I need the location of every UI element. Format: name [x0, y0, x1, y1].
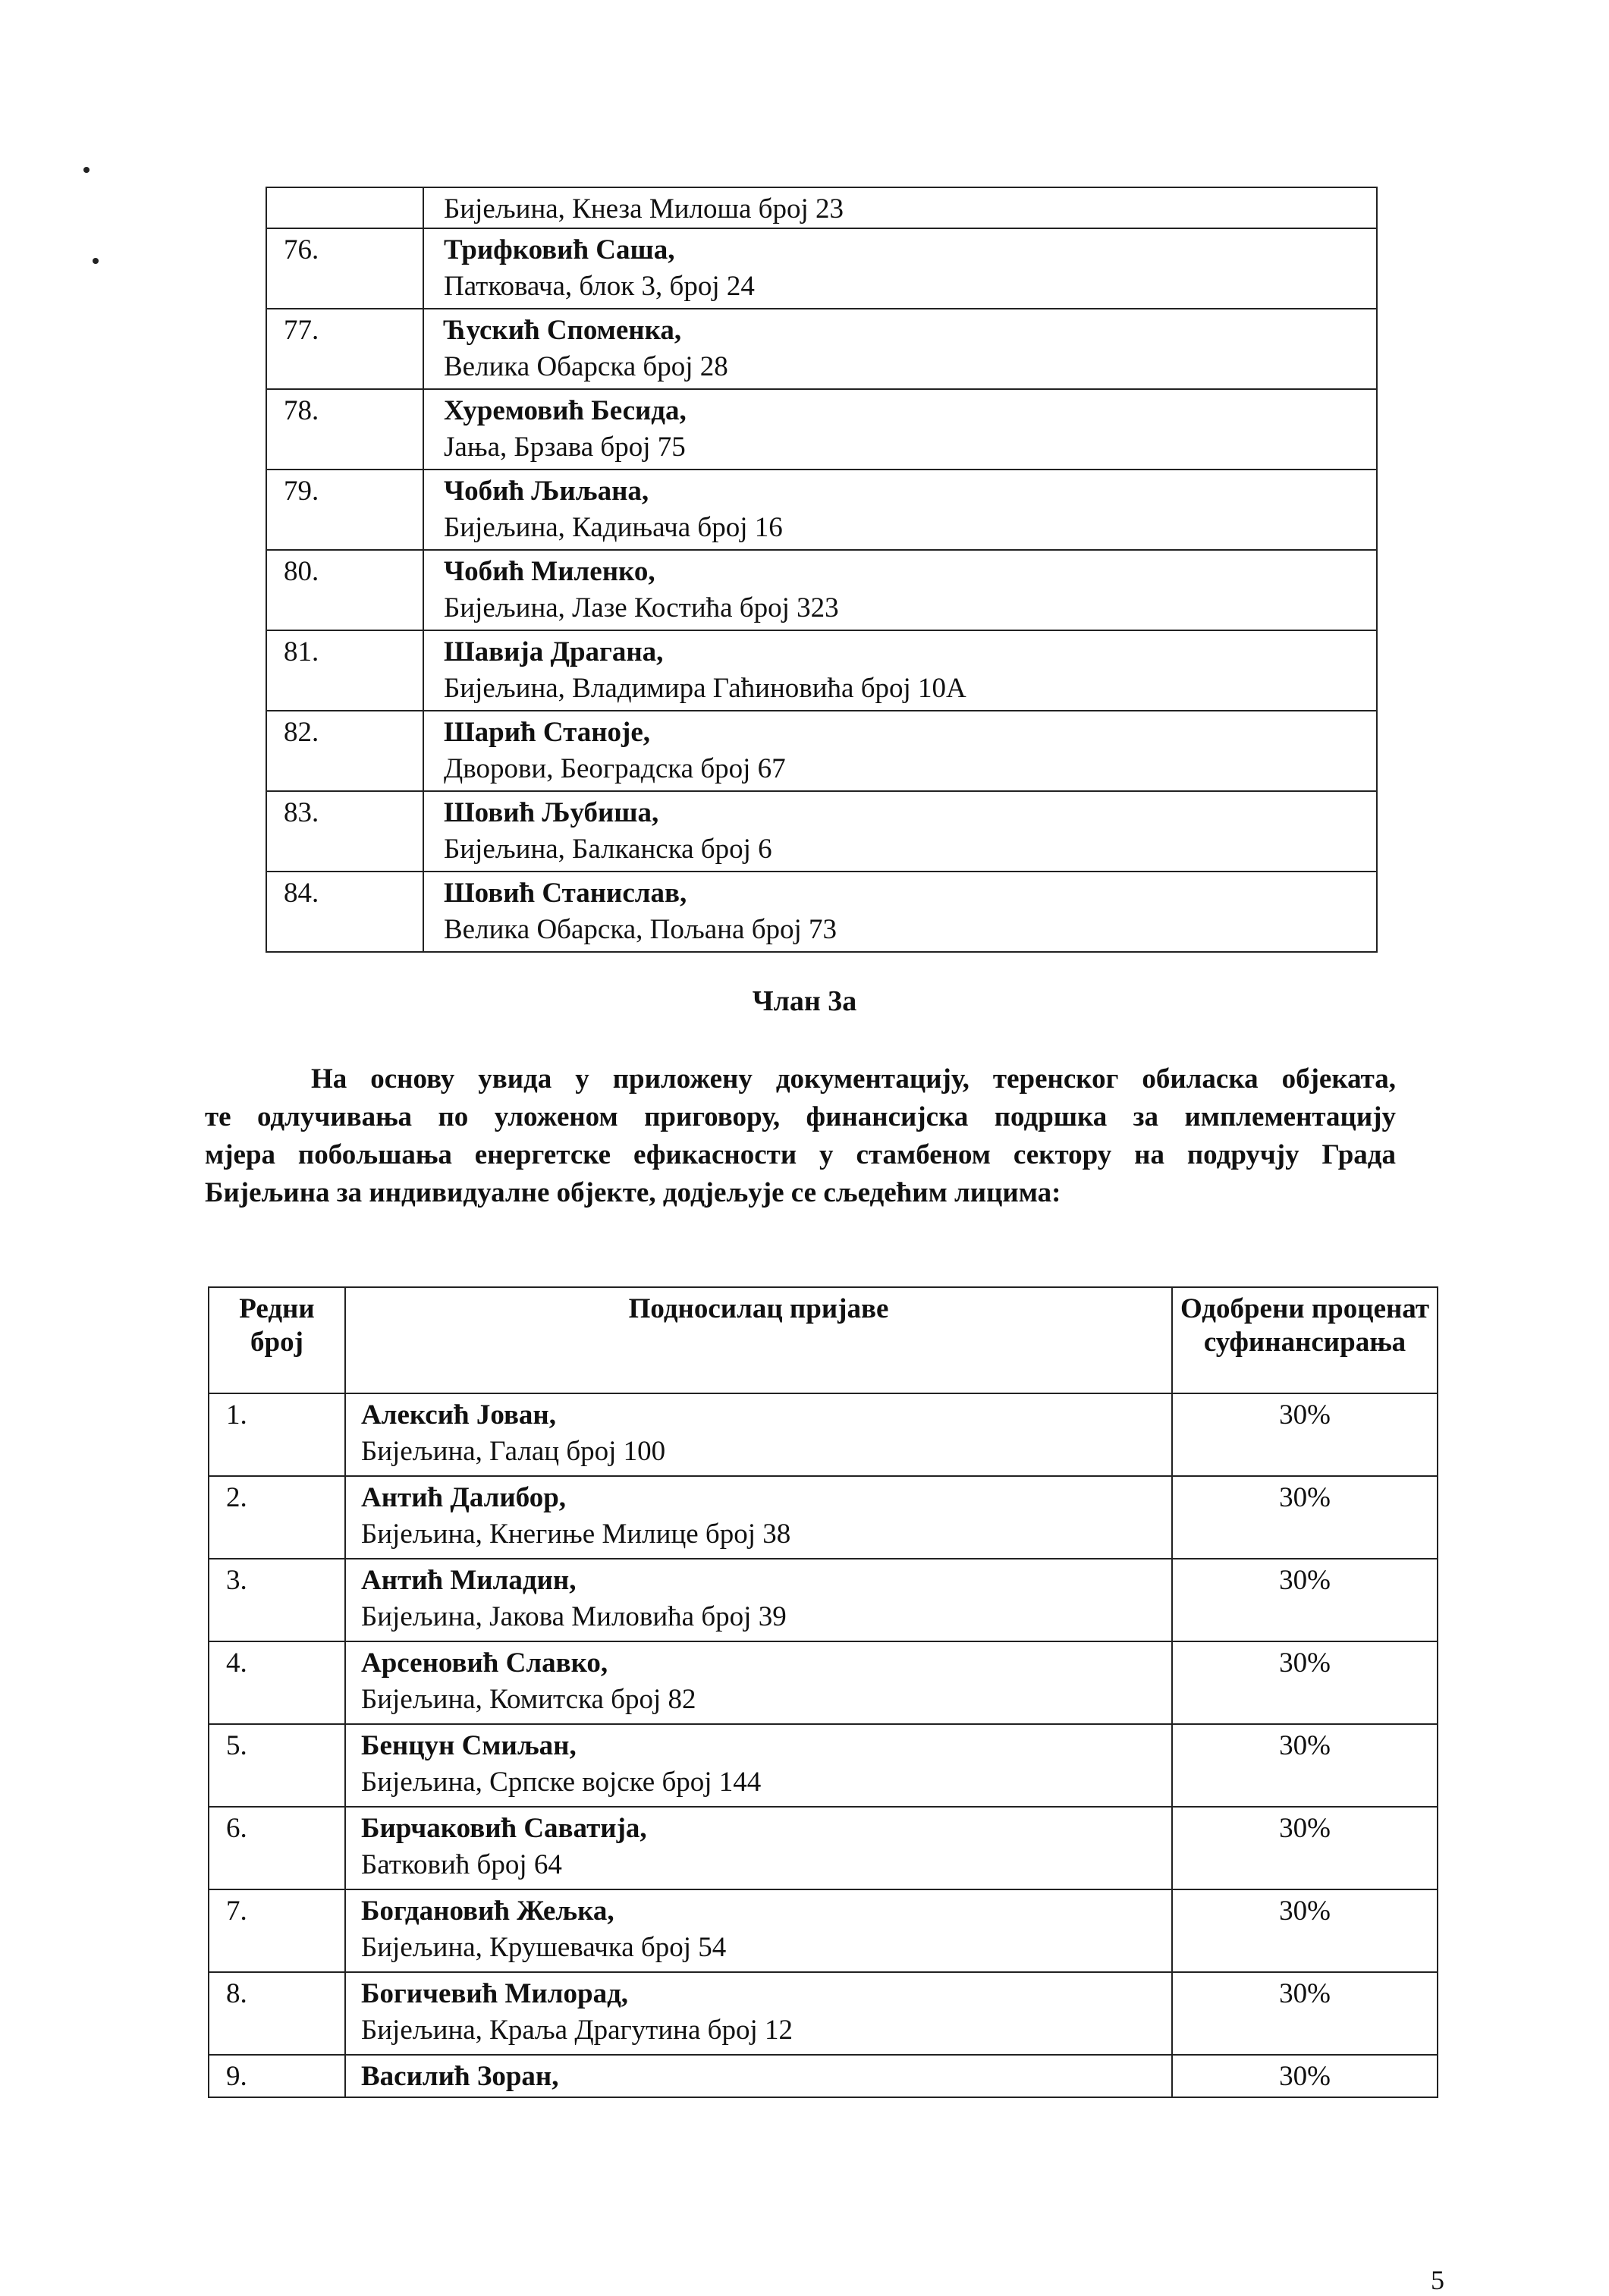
column-header-ordinal: Редни број [209, 1287, 345, 1393]
applicant-address: Бијељина, Комитска број 82 [361, 1684, 696, 1715]
row-percentage: 30% [1172, 1476, 1438, 1559]
row-percentage: 30% [1172, 1972, 1438, 2055]
applicant-name: Ћускић Споменка, [444, 315, 682, 346]
applicant-address: Бијељина, Крушевачка број 54 [361, 1932, 727, 1963]
applicant-address: Бијељина, Галац број 100 [361, 1436, 666, 1467]
table-row [209, 2055, 1438, 2097]
applicant-name: Василић Зоран, [361, 2061, 559, 2092]
row-number: 2. [209, 1476, 345, 1559]
applicant-address: Бијељина, Кнегиње Милице број 38 [361, 1519, 791, 1550]
row-number: 4. [209, 1641, 345, 1724]
row-applicant [345, 1559, 1172, 1641]
table-row [266, 470, 1377, 550]
row-percentage: 30% [1172, 1393, 1438, 1476]
table-row [266, 550, 1377, 630]
row-applicant [423, 389, 1377, 470]
applicant-name: Трифковић Саша, [444, 234, 675, 265]
applicant-name: Шавија Драгана, [444, 636, 664, 667]
row-number: 84. [266, 872, 423, 952]
applicant-name: Арсеновић Славко, [361, 1647, 608, 1679]
applicant-name: Антић Миладин, [361, 1565, 577, 1596]
applicant-address: Велика Обарска, Пољана број 73 [444, 914, 837, 945]
row-number: 1. [209, 1393, 345, 1476]
margin-dot-2 [93, 258, 99, 264]
applicant-address: Бијељина, Краља Драгутина број 12 [361, 2015, 793, 2046]
table-row [266, 630, 1377, 711]
applicant-name: Шовић Љубиша, [444, 797, 659, 828]
margin-dot-1 [83, 167, 90, 173]
row-applicant [423, 228, 1377, 309]
row-number: 77. [266, 309, 423, 389]
table-row [266, 389, 1377, 470]
row-number: 7. [209, 1889, 345, 1972]
row-number: 81. [266, 630, 423, 711]
applicant-name: Богичевић Милорад, [361, 1978, 629, 2009]
applicant-name: Антић Далибор, [361, 1482, 567, 1513]
row-number: 9. [209, 2055, 345, 2097]
applicant-name: Алексић Јован, [361, 1399, 556, 1431]
row-applicant [345, 1641, 1172, 1724]
applicant-name: Чобић Миленко, [444, 556, 655, 587]
paragraph-line: мјера побољшања енергетске ефикасности у стамбеном сектору на подручју Града [205, 1139, 1396, 1170]
table-row [209, 1807, 1438, 1889]
row-number: 3. [209, 1559, 345, 1641]
row-percentage: 30% [1172, 1724, 1438, 1807]
page-number: 5 [1431, 2265, 1444, 2295]
table-row [209, 1972, 1438, 2055]
table-row [266, 791, 1377, 872]
applicant-address: Бијељина, Српске војске број 144 [361, 1767, 762, 1798]
row-number [266, 187, 423, 228]
approved-applicants-table [208, 1286, 1438, 2098]
table-row [209, 1393, 1438, 1476]
row-number: 82. [266, 711, 423, 791]
table-row [209, 1641, 1438, 1724]
applicant-address: Бијељина, Владимира Гаћиновића број 10А [444, 673, 966, 704]
row-applicant [423, 470, 1377, 550]
table-row [209, 1724, 1438, 1807]
table-row [266, 228, 1377, 309]
paragraph-line: На основу увида у приложену документацију, теренског обиласка објеката, [311, 1063, 1396, 1095]
applicant-address: Дворови, Београдска број 67 [444, 753, 786, 784]
applicant-address: Бијељина, Лазе Костића број 323 [444, 592, 839, 623]
table-row [266, 309, 1377, 389]
applicant-name: Богдановић Жељка, [361, 1896, 614, 1927]
row-applicant [345, 1393, 1172, 1476]
paragraph-line: те одлучивања по уложеном приговору, финансијска подршка за имплементацију [205, 1101, 1396, 1132]
row-percentage: 30% [1172, 1559, 1438, 1641]
table-row [209, 1476, 1438, 1559]
row-applicant [423, 309, 1377, 389]
table-row [209, 1559, 1438, 1641]
paragraph-line: Бијељина за индивидуалне објекте, додјељује се сљедећим лицима: [205, 1177, 1061, 1208]
row-applicant [345, 1889, 1172, 1972]
row-applicant [423, 872, 1377, 952]
row-number: 5. [209, 1724, 345, 1807]
row-applicant [423, 791, 1377, 872]
article-paragraph [205, 1060, 1396, 1212]
row-percentage: 30% [1172, 2055, 1438, 2097]
applicant-name: Чобић Љиљана, [444, 476, 649, 507]
applicant-address: Патковача, блок 3, број 24 [444, 271, 755, 302]
row-number: 6. [209, 1807, 345, 1889]
table-row [266, 872, 1377, 952]
row-number: 80. [266, 550, 423, 630]
row-applicant [345, 1972, 1172, 2055]
table-row [266, 187, 1377, 228]
table-row [209, 1889, 1438, 1972]
applicant-address: Бијељина, Кадињача број 16 [444, 512, 783, 543]
applicants-table-continued [266, 187, 1378, 953]
row-number: 83. [266, 791, 423, 872]
row-number: 8. [209, 1972, 345, 2055]
applicant-address: Бијељина, Јакова Миловића број 39 [361, 1601, 787, 1632]
applicant-name: Хуремовић Бесида, [444, 395, 687, 426]
applicant-name: Бирчаковић Саватија, [361, 1813, 647, 1844]
row-address: Бијељина, Кнеза Милоша број 23 [423, 187, 1377, 228]
article-heading: Члан 3а [752, 985, 857, 1017]
row-applicant [345, 1724, 1172, 1807]
applicant-address: Батковић број 64 [361, 1849, 562, 1880]
row-number: 76. [266, 228, 423, 309]
table-row [266, 711, 1377, 791]
applicant-name: Шарић Станоје, [444, 717, 651, 748]
column-header-percentage: Одобрени проценат суфинансирања [1172, 1287, 1438, 1393]
row-applicant [345, 1476, 1172, 1559]
applicant-name: Бенцун Смиљан, [361, 1730, 577, 1761]
applicant-address: Јања, Брзава број 75 [444, 432, 686, 463]
row-percentage: 30% [1172, 1889, 1438, 1972]
row-applicant [345, 2055, 1172, 2097]
row-applicant [345, 1807, 1172, 1889]
row-number: 79. [266, 470, 423, 550]
row-applicant [423, 630, 1377, 711]
row-percentage: 30% [1172, 1807, 1438, 1889]
column-header-applicant: Подносилац пријаве [345, 1287, 1172, 1393]
row-applicant [423, 550, 1377, 630]
row-percentage: 30% [1172, 1641, 1438, 1724]
table-header-row [209, 1287, 1438, 1393]
applicant-address: Бијељина, Балканска број 6 [444, 834, 772, 865]
applicant-name: Шовић Станислав, [444, 878, 687, 909]
row-applicant [423, 711, 1377, 791]
applicant-address: Велика Обарска број 28 [444, 351, 728, 382]
row-number: 78. [266, 389, 423, 470]
